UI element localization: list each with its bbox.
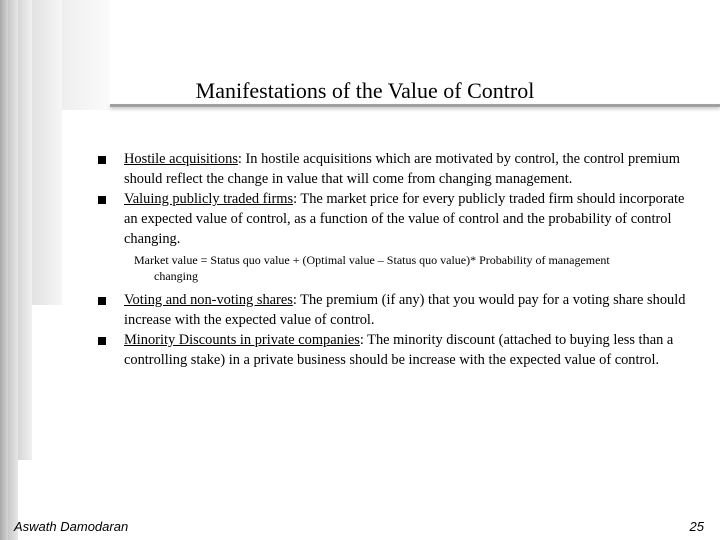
- footer-page-number: 25: [689, 519, 704, 534]
- title-divider: [110, 104, 720, 107]
- formula-line-1: Market value = Status quo value + (Optimal value – Status quo value)* Probability of management: [134, 253, 610, 267]
- formula: [134, 252, 704, 284]
- bullet-marker: [98, 297, 106, 305]
- bullet-term: Minority Discounts in private companies: [124, 332, 360, 348]
- footer-author: Aswath Damodaran: [14, 519, 129, 534]
- decor-bar-4: [32, 0, 62, 305]
- bullet-marker: [98, 337, 106, 345]
- bullet-marker: [98, 196, 106, 204]
- bullet-item-minority-discounts: [124, 330, 694, 370]
- slide-title: Manifestations of the Value of Control: [195, 78, 535, 103]
- bullet-text: : The market price for every publicly traded firm should incorporate an expected value of control, as a function of the value of control and the probability of control changing.: [124, 191, 685, 247]
- decor-bar-3: [18, 0, 32, 460]
- bullet-term: Voting and non-voting shares: [124, 292, 293, 308]
- bullet-item-hostile-acquisitions: [124, 149, 694, 189]
- bullet-term: Hostile acquisitions: [124, 151, 238, 167]
- bullet-text: : The premium (if any) that you would pay for a voting share should increase with the expected value of control.: [124, 292, 686, 328]
- bullet-item-voting-shares: [124, 290, 694, 330]
- bullet-term: Valuing publicly traded firms: [124, 191, 294, 207]
- bullet-text: : In hostile acquisitions which are motivated by control, the control premium should reflect the change in value that will come from changing management.: [124, 151, 680, 187]
- bullet-item-publicly-traded: [124, 189, 694, 249]
- bullet-marker: [98, 156, 106, 164]
- bullet-text: : The minority discount (attached to buying less than a controlling stake) in a private business should be increase with the expected value of control.: [124, 332, 674, 368]
- formula-line-2: changing: [154, 269, 198, 283]
